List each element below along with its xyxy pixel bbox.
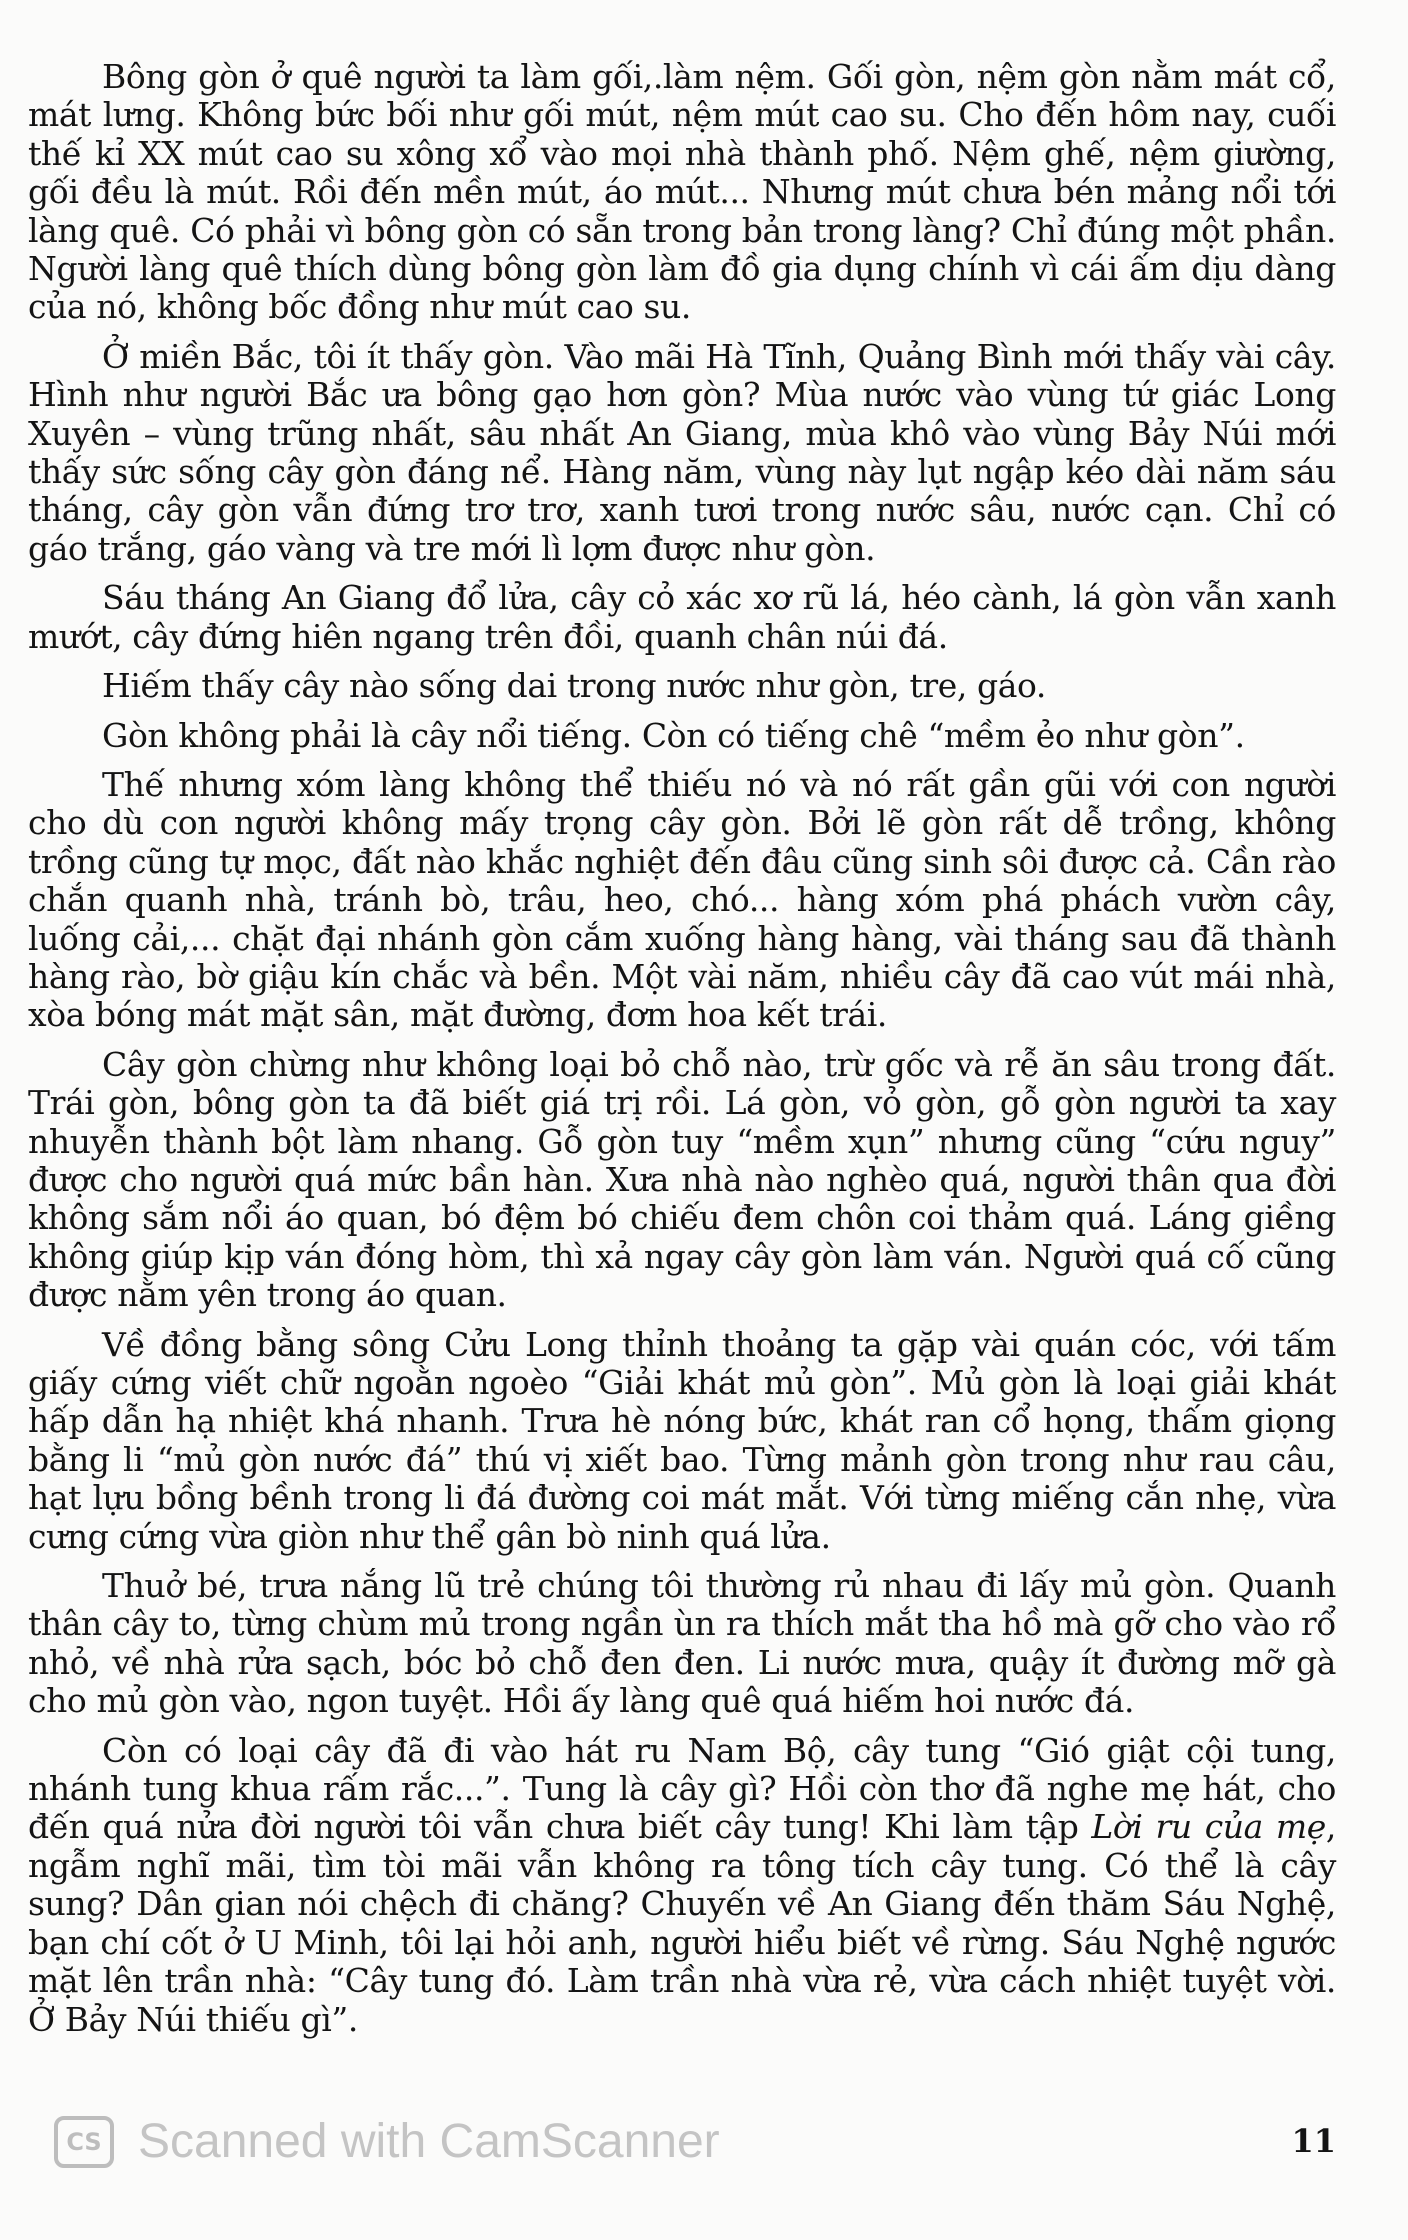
paragraph-10-end: , ngẫm nghĩ mãi, tìm tòi mãi vẫn không ra tông tích cây tung. Có thể là cây sung? Dân gian nói chệch đi chăng? Chuyến về An Giang đến thăm Sáu Nghệ, bạn chí cốt ở U Minh, tôi lại hỏi anh, người hiểu biết về rừng. Sáu Nghệ ngước mặt lên trần nhà: “Cây tung đó. Làm trần nhà vừa rẻ, vừa cách nhiệt tuyệt vời. Ở Bảy Núi thiếu gì”. bbox=[28, 1807, 1336, 2039]
paragraph-3: Sáu tháng An Giang đổ lửa, cây cỏ xác xơ rũ lá, héo cành, lá gòn vẫn xanh mướt, cây đứng hiên ngang trên đồi, quanh chân núi đá. bbox=[28, 578, 1336, 656]
paragraph-2: Ở miền Bắc, tôi ít thấy gòn. Vào mãi Hà Tĩnh, Quảng Bình mới thấy vài cây. Hình như người Bắc ưa bông gạo hơn gòn? Mùa nước vào vùng tứ giác Long Xuyên – vùng trũng nhất, sâu nhất An Giang, mùa khô vào vùng Bảy Núi mới thấy sức sống cây gòn đáng nể. Hàng năm, vùng này lụt ngập kéo dài năm sáu tháng, cây gòn vẫn đứng trơ trơ, xanh tươi trong nước sâu, nước cạn. Chỉ có gáo trắng, gáo vàng và tre mới lì lợm được như gòn. bbox=[28, 336, 1336, 568]
page-footer bbox=[54, 2108, 1344, 2178]
paragraph-10 bbox=[28, 1732, 1336, 2039]
page-number: 11 bbox=[1291, 2122, 1336, 2160]
paragraph-5: Gòn không phải là cây nổi tiếng. Còn có tiếng chê “mềm ẻo như gòn”. bbox=[102, 715, 1245, 755]
paragraph-1: Bông gòn ở quê người ta làm gối,.làm nệm. Gối gòn, nệm gòn nằm mát cổ, mát lưng. Không bức bối như gối mút, nệm mút cao su. Cho đến hôm nay, cuối thế kỉ XX mút cao su xông xổ vào mọi nhà thành phố. Nệm ghế, nệm giường, gối đều là mút. Rồi đến mền mút, áo mút... Nhưng mút chưa bén mảng nổi tới làng quê. Có phải vì bông gòn có sẵn trong bản trong làng? Chỉ đúng một phần. Người làng quê thích dùng bông gòn làm đồ gia dụng chính vì cái ấm dịu dàng của nó, không bốc đồng như mút cao su. bbox=[28, 57, 1336, 327]
scanner-watermark: Scanned with CamScanner bbox=[138, 2115, 720, 2168]
paragraph-7: Cây gòn chừng như không loại bỏ chỗ nào, trừ gốc và rễ ăn sâu trong đất. Trái gòn, bông gòn ta đã biết giá trị rồi. Lá gòn, vỏ gòn, gỗ gòn người ta xay nhuyễn thành bột làm nhang. Gỗ gòn tuy “mềm xụn” nhưng cũng “cứu nguy” được cho người quá mức bần hàn. Xưa nhà nào nghèo quá, người thân qua đời không sắm nổi áo quan, bó đệm bó chiếu đem chôn coi thảm quá. Láng giềng không giúp kịp ván đóng hòm, thì xả ngay cây gòn làm ván. Người quá cố cũng được nằm yên trong áo quan. bbox=[28, 1044, 1336, 1315]
paragraph-9: Thuở bé, trưa nắng lũ trẻ chúng tôi thường rủ nhau đi lấy mủ gòn. Quanh thân cây to, từng chùm mủ trong ngần ùn ra thích mắt tha hồ mà gỡ cho vào rổ nhỏ, về nhà rửa sạch, bóc bỏ chỗ đen đen. Li nước mưa, quậy ít đường mỡ gà cho mủ gòn vào, ngon tuyệt. Hồi ấy làng quê quá hiếm hoi nước đá. bbox=[28, 1566, 1336, 1721]
paragraph-6: Thế nhưng xóm làng không thể thiếu nó và nó rất gần gũi với con người cho dù con người không mấy trọng cây gòn. Bởi lẽ gòn rất dễ trồng, không trồng cũng tự mọc, đất nào khắc nghiệt đến đâu cũng sinh sôi được cả. Cần rào chắn quanh nhà, tránh bò, trâu, heo, chó... hàng xóm phá phách vườn cây, luống cải,... chặt đại nhánh gòn cắm xuống hàng hàng, vài tháng sau đã thành hàng rào, bờ giậu kín chắc và bền. Một vài năm, nhiều cây đã cao vút mái nhà, xòa bóng mát mặt sân, mặt đường, đơm hoa kết trái. bbox=[28, 764, 1336, 1035]
body-text bbox=[28, 58, 1336, 2050]
book-title-italic: Lời ru của mẹ bbox=[1091, 1807, 1326, 1847]
paragraph-4: Hiếm thấy cây nào sống dai trong nước như gòn, tre, gáo. bbox=[102, 666, 1047, 706]
paragraph-10-start: Còn có loại cây đã đi vào hát ru Nam Bộ, cây tung “Gió giật cội tung, nhánh tung khua rấm rắc...”. Tung là cây gì? Hồi còn thơ đã nghe mẹ hát, cho đến quá nửa đời người tôi vẫn chưa biết cây tung! Khi làm tập bbox=[28, 1730, 1336, 1847]
paragraph-8: Về đồng bằng sông Cửu Long thỉnh thoảng ta gặp vài quán cóc, với tấm giấy cứng viết chữ ngoằn ngoèo “Giải khát mủ gòn”. Mủ gòn là loại giải khát hấp dẫn hạ nhiệt khá nhanh. Trưa hè nóng bức, khát ran cổ họng, thấm giọng bằng li “mủ gòn nước đá” thú vị xiết bao. Từng mảnh gòn trong như rau câu, hạt lựu bồng bềnh trong li đá đường coi mát mắt. Với từng miếng cắn nhẹ, vừa cưng cứng vừa giòn như thể gân bò ninh quá lửa. bbox=[28, 1324, 1336, 1556]
camscanner-logo-icon: CS bbox=[54, 2116, 114, 2168]
